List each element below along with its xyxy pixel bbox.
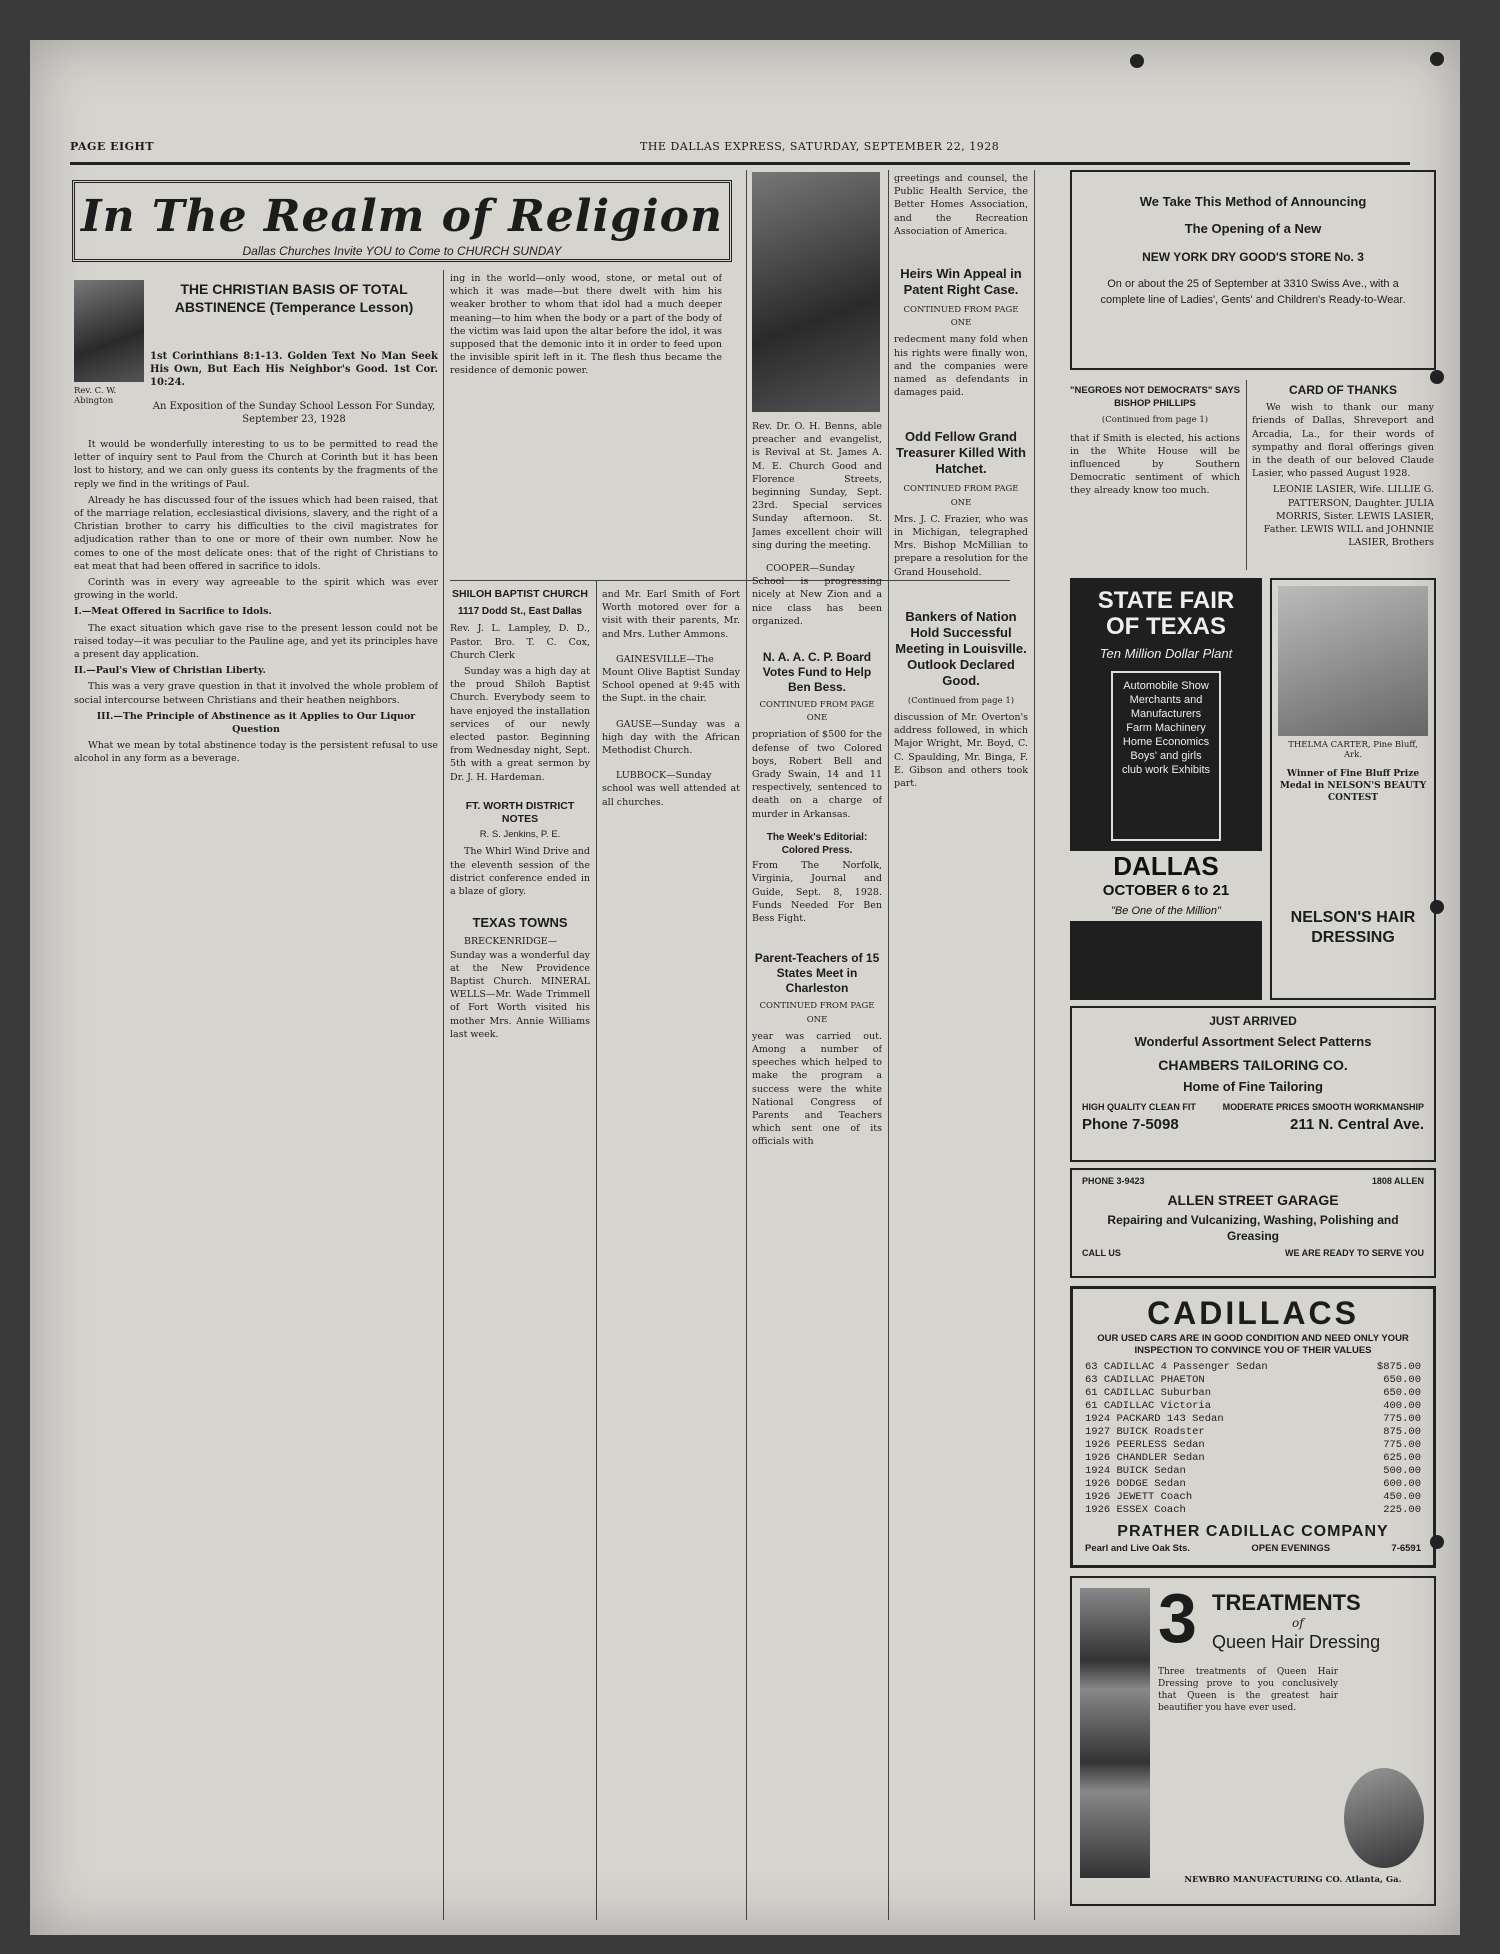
heirs-headline: Heirs Win Appeal in Patent Right Case. <box>900 266 1022 298</box>
nydg-ad <box>1070 170 1436 370</box>
lesson-subhead: II.—Paul's View of Christian Liberty. <box>74 665 266 677</box>
chambers-phone: Phone 7-5098 <box>1082 1116 1179 1133</box>
cadillac-price-list <box>1085 1361 1421 1517</box>
lesson-paragraph: This was a very grave question in that it involved the whole problem of social intercourse between Christians and their heathen neighbors. <box>74 681 438 706</box>
qh-body: Three treatments of Queen Hair Dressing prove to you conclusively that Queen is the greatest hair beautifier you have ever used. <box>1158 1667 1338 1713</box>
newspaper-page <box>30 40 1460 1935</box>
nydg-line-1: We Take This Method of Announcing <box>1139 194 1367 209</box>
car-price: 875.00 <box>1383 1426 1421 1438</box>
qh-of: of <box>1292 1616 1304 1630</box>
shiloh-headline: SHILOH BAPTIST CHURCH <box>452 588 588 600</box>
allen-address: 1808 ALLEN <box>1371 1176 1424 1186</box>
masthead <box>70 140 1410 158</box>
car-name: 63 CADILLAC 4 Passenger Sedan <box>1085 1361 1268 1373</box>
lesson-paragraph: What we mean by total abstinence today is the persistent refusal to use alcohol in any form as a beverage. <box>74 740 438 765</box>
lesson-scripture: 1st Corinthians 8:1-13. Golden Text No Man Seek His Own, But Each His Neighbor's Good. 1st Cor. 10:24. <box>150 351 438 389</box>
sf-plant: Ten Million Dollar Plant <box>1099 646 1233 661</box>
sf-title-2: OF TEXAS <box>1105 613 1226 640</box>
qh-number: 3 <box>1158 1579 1197 1657</box>
car-name: 1927 BUICK Roadster <box>1085 1426 1205 1438</box>
thanks-body: We wish to thank our many friends of Dallas, Shreveport and Arcadia, La., for their words of sympathy and floral offerings given in the death of our beloved Claude Lasier, who passed August 1928. <box>1252 402 1434 480</box>
cadillac-location: Pearl and Live Oak Sts. <box>1085 1543 1191 1554</box>
queen-hair-ad <box>1070 1576 1436 1906</box>
lesson-subhead: III.—The Principle of Abstinence as it Applies to Our Liquor Question <box>96 710 416 736</box>
lesson-headline: THE CHRISTIAN BASIS OF TOTAL ABSTINENCE (Temperance Lesson) <box>174 281 414 315</box>
cadillac-title: CADILLACS <box>1147 1295 1359 1331</box>
car-price: 500.00 <box>1383 1465 1421 1477</box>
abington-photo <box>74 280 144 382</box>
cadillac-price-row <box>1085 1439 1421 1452</box>
ftworth-byline: R. S. Jenkins, P. E. <box>479 829 561 841</box>
nelson-body: Winner of Fine Bluff Prize Medal in NELSON'S BEAUTY CONTEST <box>1279 769 1427 803</box>
cooper-item: COOPER—Sunday School is progressing nicely at New Zion and a nice class has been organized. <box>752 563 882 627</box>
cadillac-price-row <box>1085 1478 1421 1491</box>
lesson-exposition: An Exposition of the Sunday School Lesson For Sunday, September 23, 1928 <box>152 401 436 426</box>
cadillac-price-row <box>1085 1374 1421 1387</box>
negroes-article <box>1070 384 1240 569</box>
binder-hole <box>1430 370 1444 384</box>
sf-dates: OCTOBER 6 to 21 <box>1070 881 1262 901</box>
cadillac-dealer: PRATHER CADILLAC COMPANY <box>1117 1523 1389 1540</box>
editorial-body: From The Norfolk, Virginia, Journal and Guide, Sept. 8, 1928. Funds Needed For Ben Bess Fight. <box>752 860 882 925</box>
lesson-paragraph: It would be wonderfully interesting to us to be permitted to read the letter of inquiry sent to Paul from the Church at Corinth but it has been lost to history, and we can only guess its contents by the fragments of the reply we find in the writings of Paul. <box>74 439 438 490</box>
column-rule <box>1246 380 1247 570</box>
cadillac-price-row <box>1085 1387 1421 1400</box>
column-2a <box>450 588 590 1908</box>
chambers-ad <box>1070 1006 1436 1162</box>
car-name: 61 CADILLAC Victoria <box>1085 1400 1212 1412</box>
section-title: In The Realm of Religion <box>81 191 723 242</box>
qh-treatments: TREATMENTS <box>1212 1590 1361 1615</box>
allen-garage-ad <box>1070 1168 1436 1278</box>
nelson-caption: THELMA CARTER, Pine Bluff, Ark. <box>1288 740 1418 760</box>
chambers-quality: HIGH QUALITY CLEAN FIT <box>1082 1102 1196 1112</box>
column-rule <box>746 170 747 1920</box>
negroes-headline: "NEGROES NOT DEMOCRATS" SAYS BISHOP PHILLIPS <box>1070 385 1240 410</box>
car-name: 63 CADILLAC PHAETON <box>1085 1374 1205 1386</box>
ptc-headline: Parent-Teachers of 15 States Meet in Charleston <box>754 951 880 996</box>
chambers-prices: MODERATE PRICES SMOOTH WORKMANSHIP <box>1222 1102 1424 1112</box>
ftworth-headline: FT. WORTH DISTRICT NOTES <box>465 799 575 826</box>
cadillac-price-row <box>1085 1491 1421 1504</box>
allen-call: CALL US <box>1082 1248 1121 1258</box>
car-name: 1926 PEERLESS Sedan <box>1085 1439 1205 1451</box>
car-price: 400.00 <box>1383 1400 1421 1412</box>
masthead-rule <box>70 162 1410 165</box>
oddfellow-continued: CONTINUED FROM PAGE ONE <box>903 484 1019 508</box>
naacp-continued: CONTINUED FROM PAGE ONE <box>759 700 875 724</box>
column-rule <box>443 270 444 1920</box>
car-price: 775.00 <box>1383 1413 1421 1425</box>
benns-photo <box>752 172 880 412</box>
sf-title-1: STATE FAIR <box>1097 587 1235 614</box>
cadillac-price-row <box>1085 1361 1421 1374</box>
ftworth-body: The Whirl Wind Drive and the eleventh session of the district conference ended in a blaze of glory. <box>450 846 590 898</box>
lubbock-item: LUBBOCK—Sunday school was well attended at all churches. <box>602 770 740 808</box>
sf-exhibits: Automobile Show Merchants and Manufacturers Farm Machinery Home Economics Boys' and girls club work Exhibits <box>1111 671 1221 841</box>
bankers-headline: Bankers of Nation Hold Successful Meeting in Louisville. Outlook Declared Good. <box>895 608 1027 688</box>
ptc-continued: CONTINUED FROM PAGE ONE <box>759 1001 875 1025</box>
car-price: 650.00 <box>1383 1374 1421 1386</box>
naacp-headline: N. A. A. C. P. Board Votes Fund to Help Ben Bess. <box>762 650 872 695</box>
cadillac-price-row <box>1085 1426 1421 1439</box>
car-price: 650.00 <box>1383 1387 1421 1399</box>
gainesville-item: GAINESVILLE—The Mount Olive Baptist Sunday School opened at 9:45 with the Supt. in the chair. <box>602 653 740 705</box>
car-name: 1926 CHANDLER Sedan <box>1085 1452 1205 1464</box>
column-3 <box>602 588 740 1908</box>
nydg-line-4: On or about the 25 of September at 3310 Swiss Ave., with a complete line of Ladies', Gents' and Children's Ready-to-Wear. <box>1100 278 1406 306</box>
realm-of-religion-banner <box>72 180 732 262</box>
heirs-body: redecment many fold when his rights were finally won, and the companies were named as defendants in damages paid. <box>894 334 1028 399</box>
cadillac-subtitle: OUR USED CARS ARE IN GOOD CONDITION AND NEED ONLY YOUR INSPECTION TO CONVINCE YOU OF THEIR VALUES <box>1097 1333 1409 1356</box>
column-rule <box>1034 170 1035 1920</box>
qh-maker: NEWBRO MANUFACTURING CO. Atlanta, Ga. <box>1184 1875 1402 1885</box>
sf-tagline: "Be One of the Million" <box>1070 901 1262 921</box>
editorial-headline: The Week's Editorial: Colored Press. <box>766 831 868 857</box>
car-price: 625.00 <box>1383 1452 1421 1464</box>
texas-towns-headline: TEXAS TOWNS <box>472 915 568 931</box>
column-4 <box>752 420 882 1920</box>
chambers-line-4: Home of Fine Tailoring <box>1183 1079 1323 1094</box>
column-rule <box>888 170 889 1920</box>
ptc-body: year was carried out. Among a number of speeches which helped to make the program a success were the white National Congress of Parents and Teachers which sent one of its officials with <box>752 1030 882 1148</box>
nydg-line-3: NEW YORK DRY GOOD'S STORE No. 3 <box>1142 250 1364 264</box>
section-subtitle: Dallas Churches Invite YOU to Come to CHURCH SUNDAY <box>242 244 562 258</box>
car-price: 225.00 <box>1383 1504 1421 1516</box>
women-illustration <box>1080 1588 1150 1878</box>
car-price: $875.00 <box>1376 1361 1421 1373</box>
oddfellow-body: Mrs. J. C. Frazier, who was in Michigan, telegraphed Mrs. Bishop McMillian to prepare a resolution for the Grand Household. <box>894 513 1028 578</box>
gause-item: GAUSE—Sunday was a high day with the African Methodist Church. <box>602 718 740 757</box>
dateline: THE DALLAS EXPRESS, SATURDAY, SEPTEMBER 22, 1928 <box>640 140 1000 153</box>
binder-hole <box>1130 54 1144 68</box>
cadillac-price-row <box>1085 1400 1421 1413</box>
binder-hole <box>1430 52 1444 66</box>
bankers-body: discussion of Mr. Overton's address followed, in which Major Wright, Mr. Boyd, C. C. Spaulding, Mr. Binga, F. E. Gibson and others took part. <box>894 712 1028 790</box>
oddfellow-headline: Odd Fellow Grand Treasurer Killed With Hatchet. <box>896 429 1026 477</box>
cadillac-price-row <box>1085 1504 1421 1517</box>
nydg-line-2: The Opening of a New <box>1184 221 1322 236</box>
texas-towns-body: BRECKENRIDGE—Sunday was a wonderful day at the New Providence Baptist Church. MINERAL WELLS—Mr. Wade Trimmell of Fort Worth visited his mother Mrs. Annie Williams last week. <box>450 936 590 1040</box>
chambers-line-2: Wonderful Assortment Select Patterns <box>1134 1034 1372 1049</box>
page-number: PAGE EIGHT <box>70 140 155 153</box>
benns-caption: Rev. Dr. O. H. Benns, able preacher and evangelist, is Revival at St. James A. M. E. Church Good and Florence Streets, beginning Sunday, Sept. 23rd. Special services Sunday afternoon. St. James excellent choir will sing during the meeting. <box>752 421 882 551</box>
thanks-headline: CARD OF THANKS <box>1289 384 1397 397</box>
lesson-subhead: I.—Meat Offered in Sacrifice to Idols. <box>74 606 272 618</box>
negroes-continued: (Continued from page 1) <box>1101 415 1209 426</box>
column-2-top <box>450 272 722 572</box>
column-5 <box>894 172 1028 1922</box>
heirs-continued: CONTINUED FROM PAGE ONE <box>903 305 1019 329</box>
shiloh-body: Sunday was a high day at the proud Shiloh Baptist Church. Everybody seem to have enjoyed the installation services of our newly elected pastor. Beginning from Wednesday night, Sept. 5th with a great sermon by Dr. J. H. Hardeman. <box>450 666 590 783</box>
lesson-paragraph: Already he has discussed four of the issues which had been raised, that of the marriage relation, ecclesiastical divisions, slavery, and the right of a Christian brother to carry his difficulties to the civil magistrates for adjudication rather than to one or more of their own number. Now he comes to one of the most delicate ones: that of the right of Christians to eat meat that had been offered in sacrifice to idols. <box>74 494 438 572</box>
cadillac-price-row <box>1085 1452 1421 1465</box>
cadillac-price-row <box>1085 1413 1421 1426</box>
state-fair-ad <box>1070 578 1262 1000</box>
naacp-body: propriation of $500 for the defense of two Colored boys, Robert Bell and Grady Swain, 14 and 11 respectively, sentenced to death on a charge of murder in Arkansas. <box>752 729 882 820</box>
car-name: 1926 DODGE Sedan <box>1085 1478 1186 1490</box>
shiloh-pastor: Rev. J. L. Lampley, D. D., Pastor. Bro. T. C. Cox, Church Clerk <box>450 623 590 661</box>
allen-ready: WE ARE READY TO SERVE YOU <box>1284 1248 1424 1258</box>
allen-name: ALLEN STREET GARAGE <box>1167 1192 1339 1208</box>
nelson-ad <box>1270 578 1436 1000</box>
lesson-paragraph: The exact situation which gave rise to the present lesson could not be raised today—it was peculiar to the Pauline age, and yet its principles have a present day application. <box>74 622 438 661</box>
paragraph: and Mr. Earl Smith of Fort Worth motored over for a visit with their parents, Mr. and Mrs. Luther Ammons. <box>602 589 740 640</box>
bankers-continued: (Continued from page 1) <box>907 695 1015 706</box>
negroes-body: that if Smith is elected, his actions in the White House will be influenced by Southern Democratic sentiment of which they already know too much. <box>1070 432 1240 497</box>
chambers-line-1: JUST ARRIVED <box>1209 1014 1297 1028</box>
column-rule <box>596 580 597 1920</box>
sf-city: DALLAS <box>1070 851 1262 881</box>
car-name: 1926 JEWETT Coach <box>1085 1491 1193 1503</box>
lesson-body <box>74 438 438 1918</box>
thelma-carter-photo <box>1278 586 1428 736</box>
cadillac-hours: OPEN EVENINGS <box>1251 1543 1331 1554</box>
paragraph: ing in the world—only wood, stone, or metal out of which it was made—but there dwelt with him his weaker brother to whom that idol had a much deeper meaning—to him when the body or a part of the body of the victim was laid upon the altar before the idol, it was supposed that the demonic into it in order to feed upon the invisible spirit left in it. The flesh thus became the residence of demonic power. <box>450 273 722 377</box>
car-price: 775.00 <box>1383 1439 1421 1451</box>
cadillac-phone: 7-6591 <box>1391 1543 1421 1554</box>
thanks-signature: LEONIE LASIER, Wife. LILLIE G. PATTERSON, Daughter. JULIA MORRIS, Sister. LEWIS LASIER, Father. LEWIS WILL and JOHNNIE LASIER, Brothers <box>1263 484 1434 549</box>
paragraph: greetings and counsel, the Public Health Service, the Better Homes Association, and the Recreation Association of America. <box>894 173 1028 237</box>
chambers-line-3: CHAMBERS TAILORING CO. <box>1158 1057 1348 1073</box>
lesson-paragraph: Corinth was in every way agreeable to the spirit which was ever growing in the world. <box>74 577 438 602</box>
photo-caption: Rev. C. W. Abington <box>74 386 117 406</box>
qh-product: Queen Hair Dressing <box>1212 1632 1381 1652</box>
car-name: 1924 PACKARD 143 Sedan <box>1085 1413 1224 1425</box>
car-name: 1924 BUICK Sedan <box>1085 1465 1186 1477</box>
car-name: 1926 ESSEX Coach <box>1085 1504 1186 1516</box>
card-of-thanks <box>1252 384 1434 569</box>
car-price: 600.00 <box>1383 1478 1421 1490</box>
chambers-address: 211 N. Central Ave. <box>1290 1116 1424 1133</box>
cadillac-ad <box>1070 1286 1436 1568</box>
allen-phone: PHONE 3-9423 <box>1082 1176 1145 1186</box>
woman-portrait <box>1344 1768 1424 1868</box>
car-name: 61 CADILLAC Suburban <box>1085 1387 1212 1399</box>
car-price: 450.00 <box>1383 1491 1421 1503</box>
cadillac-price-row <box>1085 1465 1421 1478</box>
nelson-brand: NELSON'S HAIR DRESSING <box>1290 909 1416 946</box>
shiloh-address: 1117 Dodd St., East Dallas <box>458 606 582 618</box>
allen-services: Repairing and Vulcanizing, Washing, Polishing and Greasing <box>1107 1213 1399 1243</box>
